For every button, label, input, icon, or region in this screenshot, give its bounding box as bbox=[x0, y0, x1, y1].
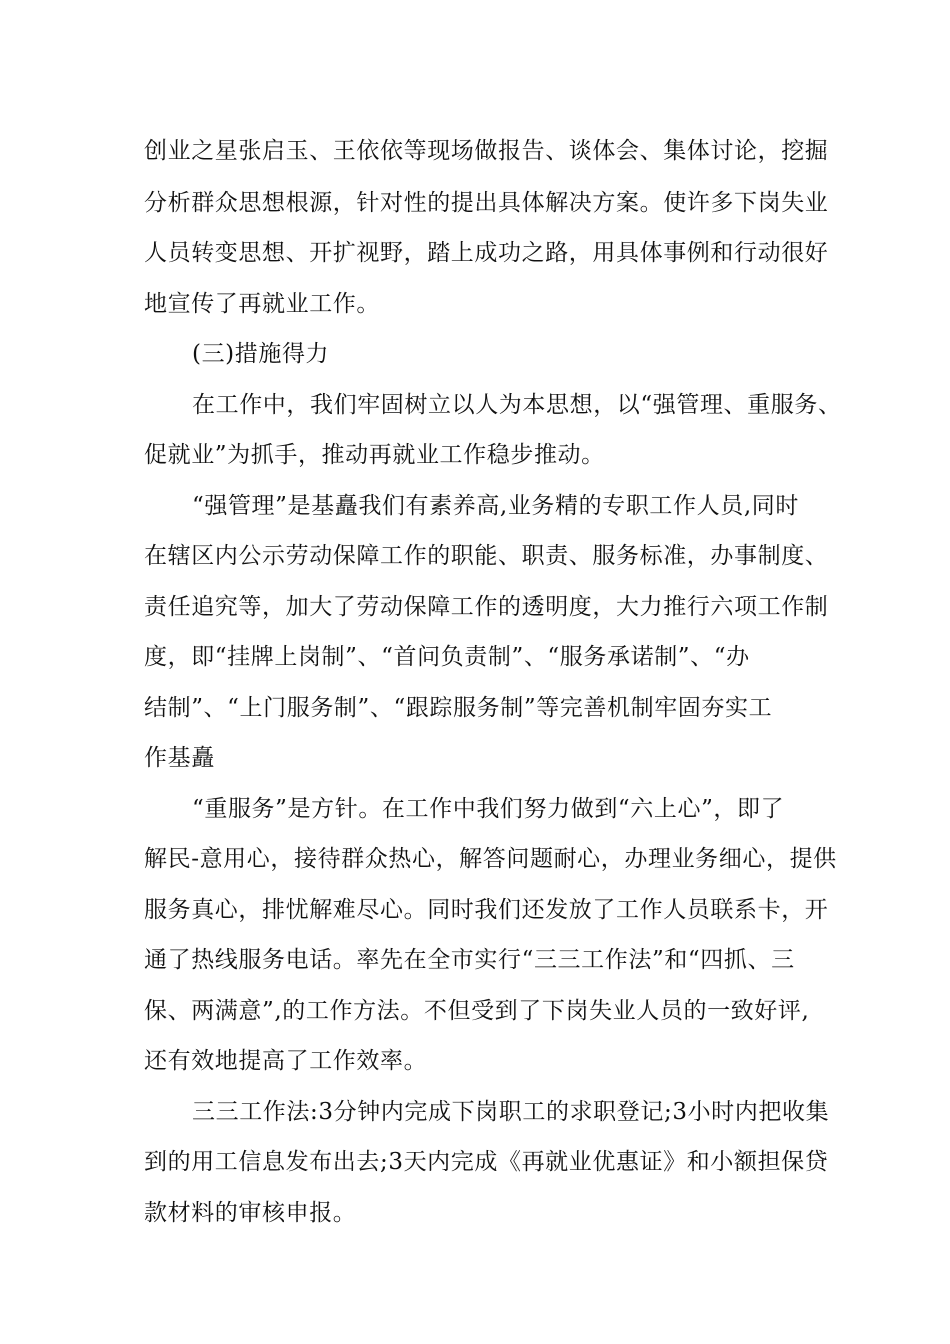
paragraph-line: 地宣传了再就业工作。 bbox=[144, 291, 380, 317]
paragraph-line: 还有效地提高了工作效率。 bbox=[144, 1048, 428, 1074]
paragraph-line: 三三工作法:3分钟内完成下岗职工的求职登记;3小时内把收集 bbox=[192, 1099, 830, 1125]
paragraph-line: 到的用工信息发布出去;3天内完成《再就业优惠证》和小额担保贷 bbox=[144, 1149, 829, 1175]
paragraph-line: 通了热线服务电话。率先在全市实行“三三工作法”和“四抓、三 bbox=[144, 947, 795, 973]
paragraph-line: 作基矗 bbox=[144, 745, 215, 771]
paragraph-line: 保、两满意”,的工作方法。不但受到了下岗失业人员的一致好评, bbox=[144, 998, 810, 1024]
paragraph-line: 分析群众思想根源，针对性的提出具体解决方案。使许多下岗失业 bbox=[144, 190, 829, 216]
paragraph-line: 人员转变思想、开扩视野，踏上成功之路，用具体事例和行动很好 bbox=[144, 240, 829, 266]
paragraph-line: “强管理”是基矗我们有素养高,业务精的专职工作人员,同时 bbox=[192, 493, 799, 519]
paragraph-line: 在辖区内公示劳动保障工作的职能、职责、服务标准，办事制度、 bbox=[144, 543, 829, 569]
paragraph-line: 度，即“挂牌上岗制”、“首问负责制”、“服务承诺制”、“办 bbox=[144, 644, 750, 670]
paragraph-line: 服务真心，排忧解难尽心。同时我们还发放了工作人员联系卡，开 bbox=[144, 897, 829, 923]
paragraph-line: 责任追究等，加大了劳动保障工作的透明度，大力推行六项工作制 bbox=[144, 594, 829, 620]
paragraph-line: 款材料的审核申报。 bbox=[144, 1200, 357, 1226]
paragraph-line: 促就业”为抓手，推动再就业工作稳步推动。 bbox=[144, 442, 605, 468]
paragraph-line: 解民-意用心，接待群众热心，解答问题耐心，办理业务细心，提供 bbox=[144, 846, 837, 872]
paragraph-line: 结制”、“上门服务制”、“跟踪服务制”等完善机制牢固夯实工 bbox=[144, 695, 773, 721]
paragraph-line: “重服务”是方针。在工作中我们努力做到“六上心”，即了 bbox=[192, 796, 785, 822]
paragraph-line: 创业之星张启玉、王依依等现场做报告、谈体会、集体讨论，挖掘 bbox=[144, 138, 829, 164]
section-heading: (三)措施得力 bbox=[192, 341, 330, 367]
paragraph-line: 在工作中，我们牢固树立以人为本思想，以“强管理、重服务、 bbox=[192, 392, 842, 418]
